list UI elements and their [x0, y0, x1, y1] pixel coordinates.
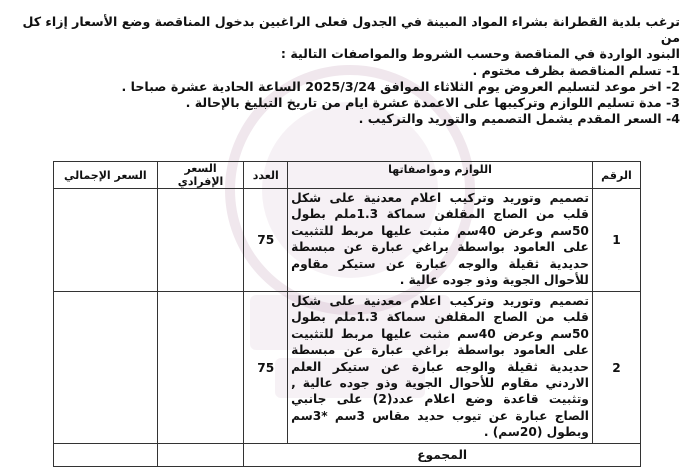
table-row — [54, 292, 641, 444]
row-total-price[interactable] — [54, 189, 158, 292]
condition-item: 2- اخر موعد لتسليم العروض يوم الثلاثاء الموافق 2025/3/24 الساعة الحادية عشرة صباحا . — [121, 78, 680, 94]
header-number: الرقم — [592, 162, 640, 189]
tender-intro — [8, 14, 680, 127]
total-unit-cell — [157, 444, 244, 467]
header-quantity: العدد — [244, 162, 288, 189]
row-unit-price[interactable] — [157, 292, 244, 444]
items-table — [53, 161, 641, 467]
condition-item: 1- تسلم المناقصة بظرف مختوم . — [472, 62, 680, 78]
header-unit-price: السعر الإفرادي — [157, 162, 244, 189]
row-quantity: 75 — [244, 189, 288, 292]
row-description: تصميم وتوريد وتركيب اعلام معدنية على شكل قلب من الصاج المقلفن سماكة 1.3ملم بطول 50سم وعرض 40سم مثبت عليها مربط للتثبيت على العامود بواسطة براغي عبارة عن مبسطة حديدية ثقيلة والوجه عبارة عن ستيكر مقاوم للأحوال الجوية وذو جوده عالية . — [288, 189, 593, 292]
total-label: المجموع — [244, 444, 641, 467]
row-total-price[interactable] — [54, 292, 158, 444]
conditions-list — [8, 63, 680, 128]
intro-line-1: ترغب بلدية القطرانة بشراء المواد المبينة في الجدول فعلى الراغبين بدخول المناقصة وضع الأسعار إزاء كل من — [22, 14, 680, 46]
table-header-row — [54, 162, 641, 189]
total-value-cell[interactable] — [54, 444, 158, 467]
row-number: 1 — [592, 189, 640, 292]
header-items: اللوازم ومواصفاتها — [288, 162, 593, 189]
condition-item: 3- مدة تسليم اللوازم وتركيبها على الاعمدة عشرة ايام من تاريخ التبليغ بالإحالة . — [185, 95, 680, 111]
row-unit-price[interactable] — [157, 189, 244, 292]
row-quantity: 75 — [244, 292, 288, 444]
row-description: تصميم وتوريد وتركيب اعلام معدنية على شكل قلب من الصاج المقلفن سماكة 1.3ملم بطول 50سم وعرض 40سم مثبت عليها مربط للتثبيت على العامود بواسطة براغي عبارة عن مبسطة حديدية ثقيلة والوجه عبارة عن ستيكر العلم الاردني مقاوم للأحوال الجوية وذو جوده عالية , وتثبيت قاعدة وضع اعلام عدد(2) على جانبي الصاج عبارة عن تيوب حديد مقاس 3سم *3سم وبطول (20سم) . — [288, 292, 593, 444]
total-row — [54, 444, 641, 467]
row-number: 2 — [592, 292, 640, 444]
intro-line-2: البنود الواردة في المناقصة وحسب الشروط والمواصفات التالية : — [280, 46, 680, 62]
condition-item: 4- السعر المقدم يشمل التصميم والتوريد والتركيب . — [358, 111, 680, 127]
header-total-price: السعر الإجمالي — [54, 162, 158, 189]
table-row — [54, 189, 641, 292]
